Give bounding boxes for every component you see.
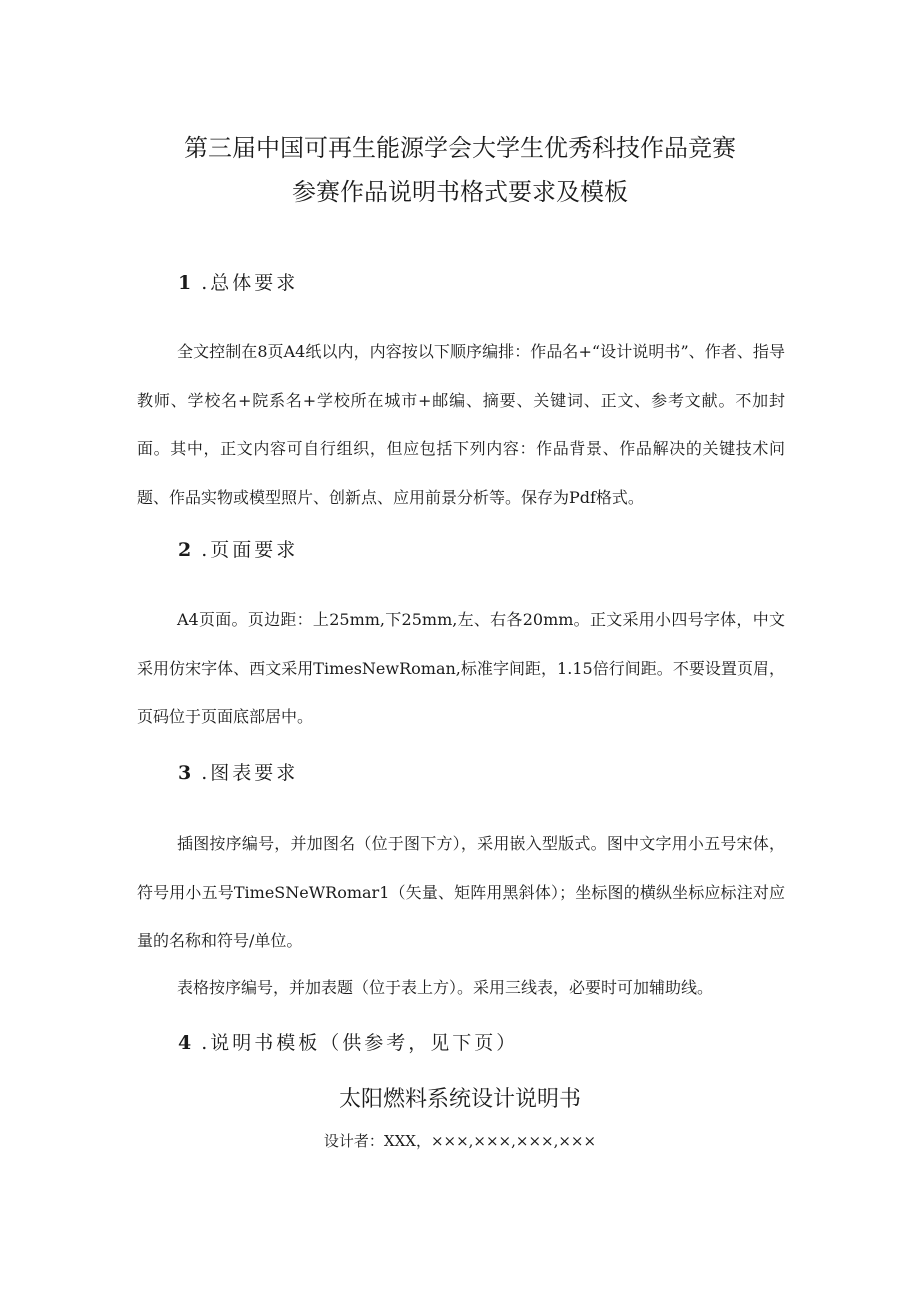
section-3-paragraph-figures: 插图按序编号，并加图名（位于图下方），采用嵌入型版式。图中文字用小五号宋体，符号用小五号TimeSNeWRomar1（矢量、矩阵用黑斜体）；坐标图的横纵坐标应标注对应量的名称和符号/单位。 bbox=[137, 834, 785, 950]
template-designers: 设计者：XXX，×××,×××,×××,××× bbox=[323, 1132, 597, 1150]
section-1-heading bbox=[178, 268, 298, 295]
section-1-paragraph: 全文控制在8页A4纸以内，内容按以下顺序编排：作品名+“设计说明书”、作者、指导教师、学校名+院系名+学校所在城市+邮编、摘要、关键词、正文、参考文献。不加封面。其中，正文内容可自行组织，但应包括下列内容：作品背景、作品解决的关键技术问题、作品实物或模型照片、创新点、应用前景分析等。保存为Pdf格式。 bbox=[137, 342, 785, 507]
section-heading-text: .说明书模板（供参考，见下页） bbox=[201, 1032, 519, 1054]
template-title: 太阳燃料系统设计说明书 bbox=[338, 1087, 581, 1112]
section-number: 1 bbox=[178, 272, 192, 294]
section-number: 3 bbox=[178, 762, 192, 784]
section-2-paragraph: A4页面。页边距：上25mm,下25mm,左、右各20mm。正文采用小四号字体，中文采用仿宋字体、西文采用TimesNewRoman,标准字间距，1.15倍行间距。不要设置页眉，页码位于页面底部居中。 bbox=[137, 610, 785, 726]
section-3-heading bbox=[178, 758, 298, 785]
section-heading-text: .图表要求 bbox=[201, 762, 299, 784]
document-title-line-1: 第三届中国可再生能源学会大学生优秀科技作品竞赛 bbox=[184, 134, 736, 162]
section-heading-text: .页面要求 bbox=[201, 539, 299, 561]
section-heading-text: .总体要求 bbox=[201, 272, 299, 294]
document-title-line-2: 参赛作品说明书格式要求及模板 bbox=[292, 178, 628, 206]
section-4-heading bbox=[178, 1028, 518, 1055]
section-3-paragraph-tables: 表格按序编号，并加表题（位于表上方）。采用三线表，必要时可加辅助线。 bbox=[177, 978, 714, 997]
section-number: 2 bbox=[178, 539, 192, 561]
section-number: 4 bbox=[178, 1032, 192, 1054]
section-2-heading bbox=[178, 535, 298, 562]
